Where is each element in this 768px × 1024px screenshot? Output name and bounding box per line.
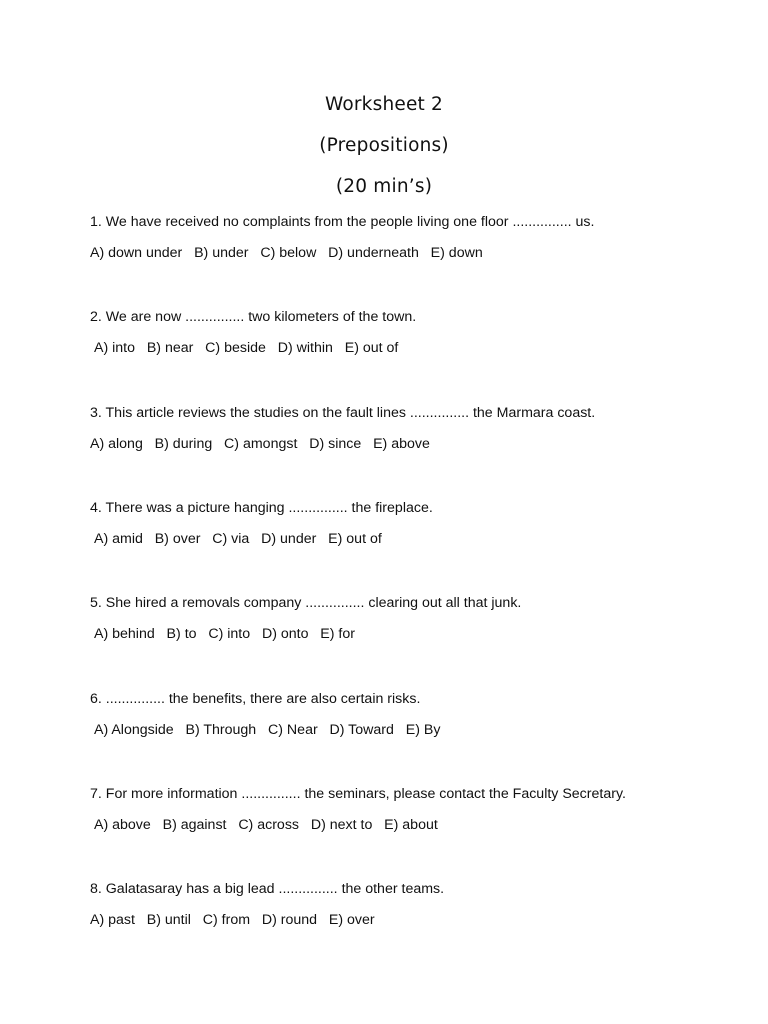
question-5 (90, 594, 730, 643)
answer-options: A) into B) near C) beside D) within E) out of (94, 340, 399, 356)
question-8 (90, 880, 730, 929)
answer-options: A) behind B) to C) into D) onto E) for (94, 626, 355, 642)
answer-options: A) above B) against C) across D) next to E) about (94, 817, 438, 833)
answer-options: A) along B) during C) amongst D) since E) above (90, 436, 430, 452)
answer-options: A) down under B) under C) below D) underneath E) down (90, 245, 483, 261)
worksheet-title: Worksheet 2 (324, 94, 444, 115)
answer-options: A) past B) until C) from D) round E) over (90, 912, 375, 928)
question-stem: 8. Galatasaray has a big lead ............... the other teams. (90, 881, 445, 897)
worksheet-topic: (Prepositions) (319, 135, 449, 156)
question-2 (90, 308, 730, 357)
question-stem: 6. ............... the benefits, there are also certain risks. (90, 691, 421, 707)
question-1 (90, 213, 730, 262)
question-4 (90, 499, 730, 548)
question-7 (90, 785, 730, 834)
question-3 (90, 404, 730, 453)
question-stem: 3. This article reviews the studies on the fault lines ............... the Marmara coast. (90, 405, 596, 421)
question-stem: 7. For more information ............... the seminars, please contact the Faculty Secretary. (90, 786, 626, 802)
question-stem: 5. She hired a removals company ............... clearing out all that junk. (90, 595, 522, 611)
question-stem: 2. We are now ............... two kilometers of the town. (90, 309, 417, 325)
question-6 (90, 690, 730, 739)
question-stem: 1. We have received no complaints from the people living one floor ............... us. (90, 214, 595, 230)
answer-options: A) Alongside B) Through C) Near D) Toward E) By (94, 722, 441, 738)
question-stem: 4. There was a picture hanging ............... the fireplace. (90, 500, 433, 516)
answer-options: A) amid B) over C) via D) under E) out of (94, 531, 382, 547)
worksheet-duration: (20 min’s) (335, 176, 433, 197)
